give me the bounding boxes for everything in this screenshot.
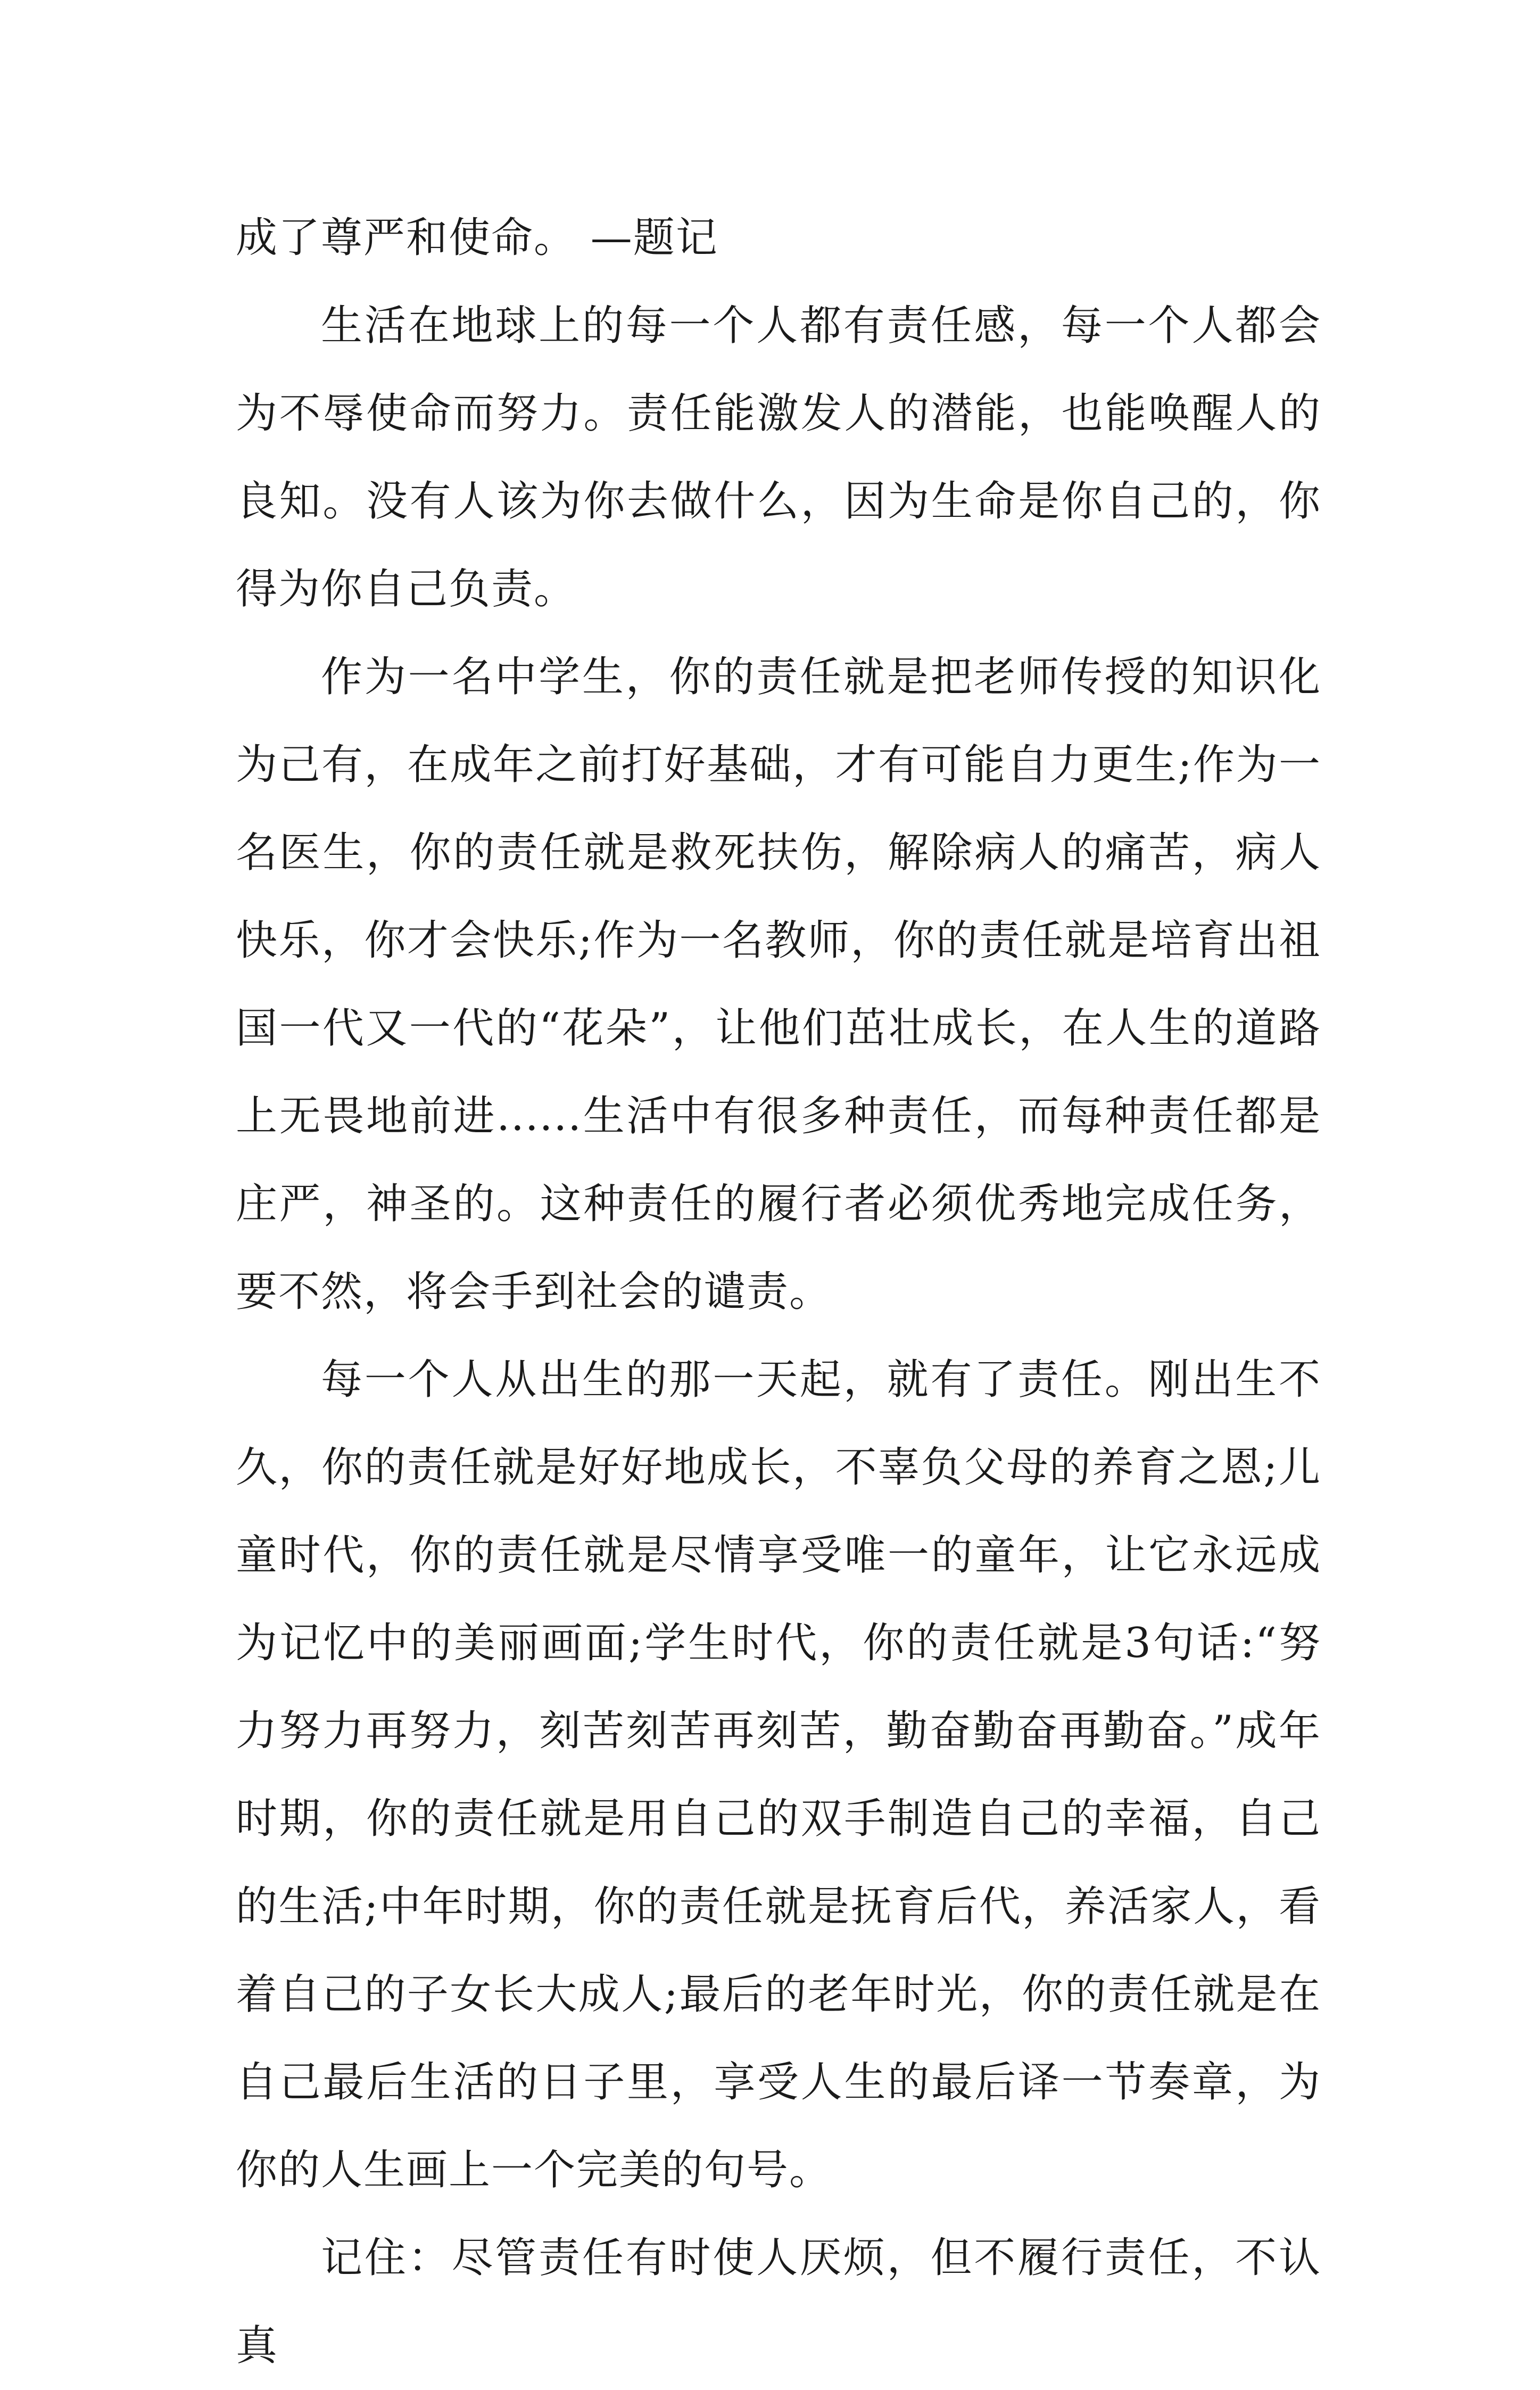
- paragraph-responsibility-intro: 生活在地球上的每一个人都有责任感，每一个人都会为不辱使命而努力。责任能激发人的潜能，也能唤醒人的良知。没有人该为你去做什么，因为生命是你自己的，你得为你自己负责。: [236, 302, 1321, 613]
- paragraph-epigraph-end: 成了尊严和使命。 —题记: [236, 214, 718, 262]
- paragraph-life-stages: 每一个人从出生的那一天起，就有了责任。刚出生不久，你的责任就是好好地成长，不辜负父母的养育之恩;儿童时代，你的责任就是尽情享受唯一的童年，让它永远成为记忆中的美丽画面;学生时代，你的责任就是3句话:“努力努力再努力，刻苦刻苦再刻苦，勤奋勤奋再勤奋。”成年时期，你的责任就是用自己的双手制造自己的幸福，自己的生活;中年时期，你的责任就是抚育后代，养活家人，看着自己的子女长大成人;最后的老年时光，你的责任就是在自己最后生活的日子里，享受人生的最后译一节奏章，为你的人生画上一个完美的句号。: [236, 1356, 1321, 2194]
- document-body: [236, 194, 1321, 2390]
- paragraph-remember: 记住：尽管责任有时使人厌烦，但不履行责任，不认真: [236, 2234, 1321, 2370]
- paragraph-roles: 作为一名中学生，你的责任就是把老师传授的知识化为己有，在成年之前打好基础，才有可能自力更生;作为一名医生，你的责任就是救死扶伤，解除病人的痛苦，病人快乐，你才会快乐;作为一名教师，你的责任就是培育出祖国一代又一代的“花朵”，让他们茁壮成长，在人生的道路上无畏地前进......生活中有很多种责任，而每种责任都是庄严，神圣的。这种责任的履行者必须优秀地完成任务，要不然，将会手到社会的谴责。: [236, 653, 1321, 1316]
